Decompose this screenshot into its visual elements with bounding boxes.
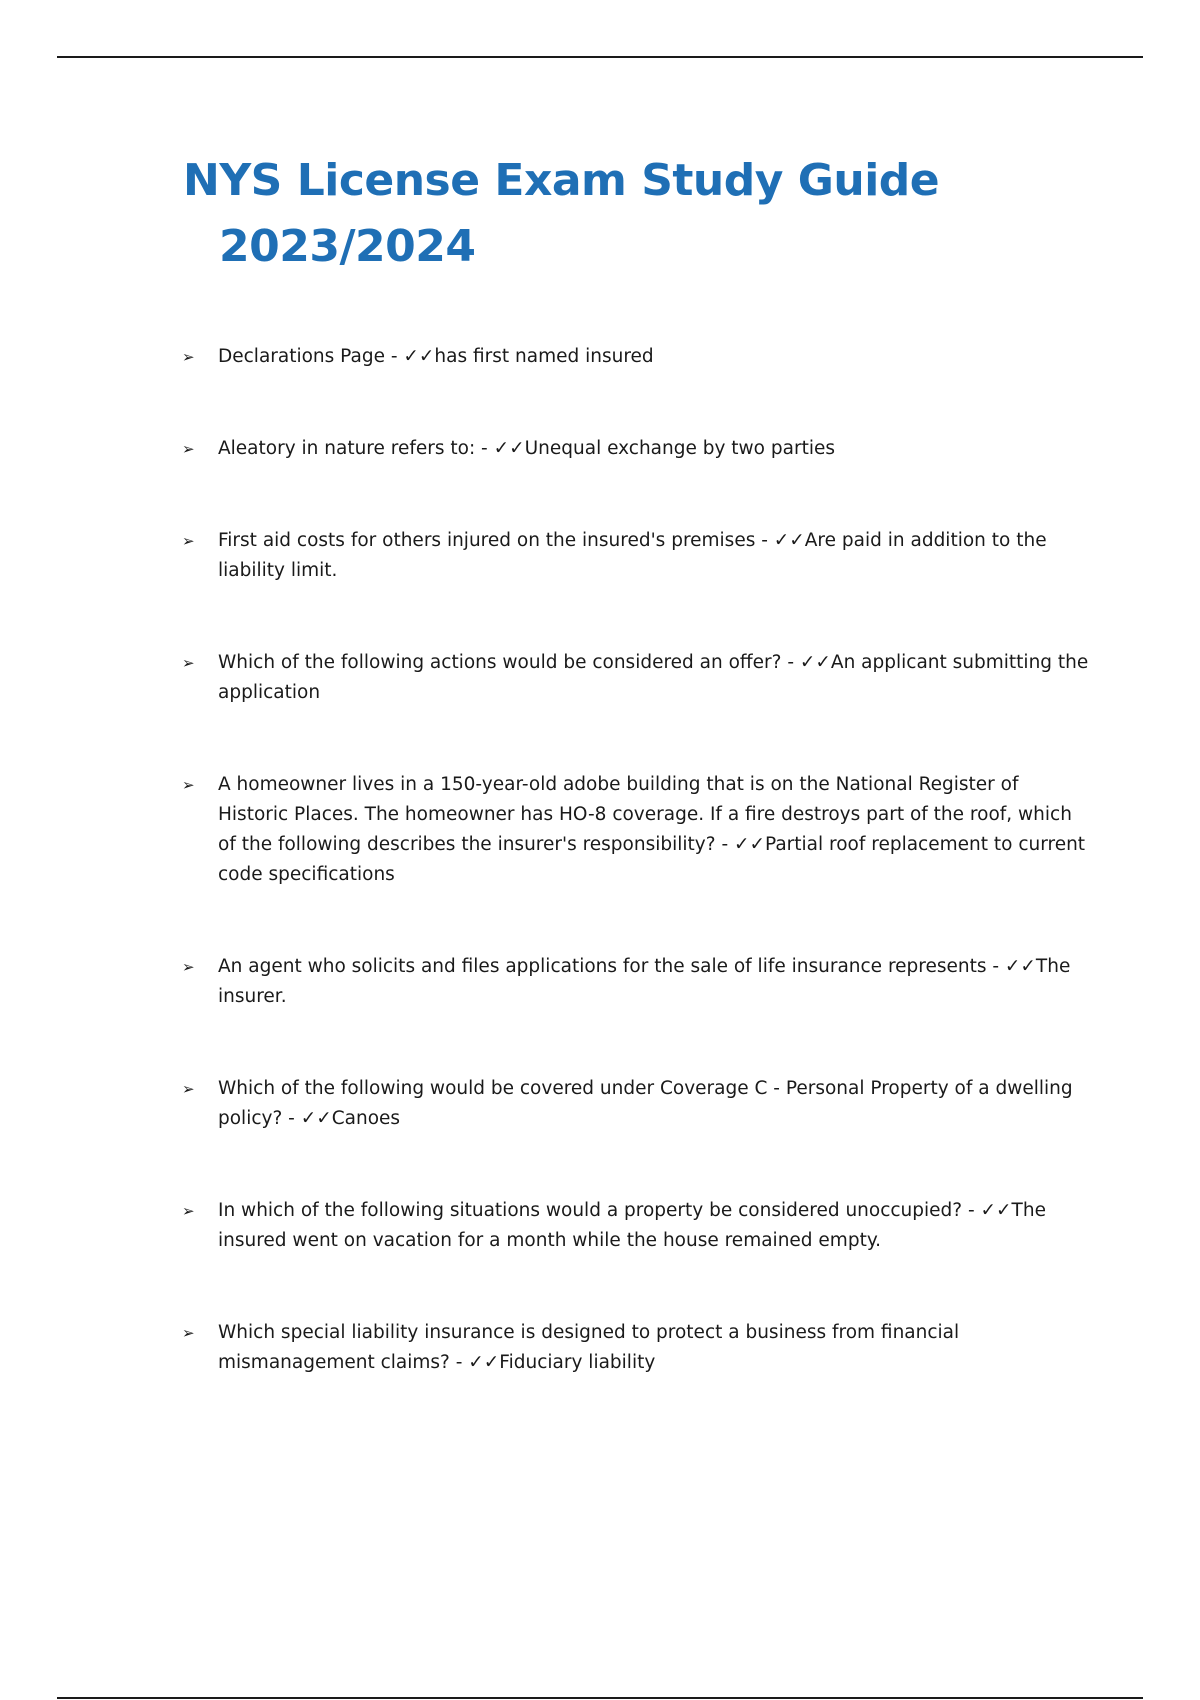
study-item bbox=[182, 1074, 1092, 1134]
study-item-text: Aleatory in nature refers to: - ✓✓Unequal exchange by two parties bbox=[218, 438, 835, 459]
top-page-rule bbox=[57, 56, 1143, 58]
study-item-text: In which of the following situations would a property be considered unoccupied? - ✓✓The insured went on vacation for a month while the house remained empty. bbox=[218, 1200, 1046, 1251]
arrowhead-bullet-icon: ➢ bbox=[182, 1202, 195, 1220]
document-title-line-1: NYS License Exam Study Guide bbox=[183, 155, 940, 206]
arrowhead-bullet-icon: ➢ bbox=[182, 776, 195, 794]
bottom-page-rule bbox=[57, 1697, 1143, 1699]
arrowhead-bullet-icon: ➢ bbox=[182, 958, 195, 976]
document-title-line-2: 2023/2024 bbox=[219, 221, 476, 272]
arrowhead-bullet-icon: ➢ bbox=[182, 654, 195, 672]
study-item-text: Declarations Page - ✓✓has first named insured bbox=[218, 346, 654, 367]
study-item-text: Which special liability insurance is designed to protect a business from financial mismanagement claims? - ✓✓Fiduciary liability bbox=[218, 1322, 960, 1373]
study-item-text: An agent who solicits and files applications for the sale of life insurance represents - ✓✓The insurer. bbox=[218, 956, 1071, 1007]
study-item-text: A homeowner lives in a 150-year-old adobe building that is on the National Register of Historic Places. The homeowner has HO-8 coverage. If a fire destroys part of the roof, which of the following describes the insurer's responsibility? - ✓✓Partial roof replacement to current code specifications bbox=[218, 774, 1086, 885]
study-item bbox=[182, 1318, 1092, 1378]
study-item bbox=[182, 526, 1092, 586]
study-item bbox=[182, 1196, 1092, 1256]
study-item bbox=[182, 434, 1092, 464]
study-item bbox=[182, 952, 1092, 1012]
study-item bbox=[182, 342, 1092, 372]
arrowhead-bullet-icon: ➢ bbox=[182, 440, 195, 458]
arrowhead-bullet-icon: ➢ bbox=[182, 1324, 195, 1342]
study-item bbox=[182, 648, 1092, 708]
arrowhead-bullet-icon: ➢ bbox=[182, 348, 195, 366]
arrowhead-bullet-icon: ➢ bbox=[182, 532, 195, 550]
study-item-list bbox=[182, 342, 1092, 1378]
study-item bbox=[182, 770, 1092, 890]
arrowhead-bullet-icon: ➢ bbox=[182, 1080, 195, 1098]
study-item-text: First aid costs for others injured on the insured's premises - ✓✓Are paid in addition to the liability limit. bbox=[218, 530, 1047, 581]
study-item-text: Which of the following would be covered under Coverage C - Personal Property of a dwelling policy? - ✓✓Canoes bbox=[218, 1078, 1073, 1129]
document-title bbox=[183, 148, 939, 280]
study-item-text: Which of the following actions would be considered an offer? - ✓✓An applicant submitting the application bbox=[218, 652, 1089, 703]
